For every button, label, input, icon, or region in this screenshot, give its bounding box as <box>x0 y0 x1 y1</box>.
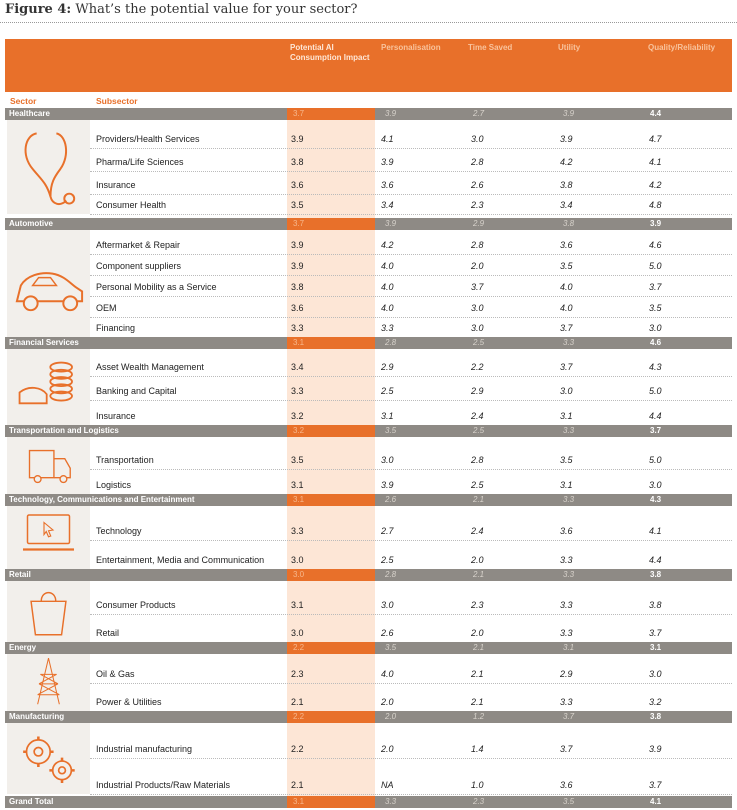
sector-name: Technology, Communications and Entertainment <box>9 495 195 504</box>
cell-value: 3.1 <box>291 600 304 610</box>
sector-value: 2.1 <box>473 643 485 652</box>
sector-value: 2.7 <box>473 109 485 118</box>
cell-value: 4.2 <box>560 157 573 167</box>
cell-value: 3.0 <box>471 134 484 144</box>
sector-name: Transportation and Logistics <box>9 426 119 435</box>
cell-value: 5.0 <box>649 386 662 396</box>
table-row <box>90 148 732 172</box>
cell-value: 3.1 <box>560 480 573 490</box>
subsector-label: Transportation <box>96 455 154 465</box>
sector-value: 3.1 <box>650 643 662 652</box>
col-header-utility: Utility <box>558 43 581 52</box>
cell-value: 3.7 <box>649 628 662 638</box>
sector-name: Energy <box>9 643 37 652</box>
cell-value: 3.6 <box>560 780 573 790</box>
table-row <box>90 440 732 470</box>
cell-value: 3.4 <box>560 200 573 210</box>
cell-value: 3.8 <box>560 180 573 190</box>
subsector-label: Consumer Products <box>96 600 176 610</box>
subsector-label: Industrial Products/Raw Materials <box>96 780 231 790</box>
cell-value: 2.1 <box>291 780 304 790</box>
cell-value: 3.5 <box>291 200 304 210</box>
table-row <box>90 233 732 255</box>
cell-value: 2.9 <box>381 362 394 372</box>
sector-value: 3.8 <box>650 570 662 579</box>
cell-value: 3.0 <box>381 455 394 465</box>
sector-value: 3.9 <box>385 109 397 118</box>
cell-value: 3.3 <box>381 323 394 333</box>
cell-value: 2.3 <box>291 669 304 679</box>
cell-value: 4.1 <box>649 526 662 536</box>
sector-value: 3.1 <box>287 796 375 808</box>
car-icon <box>7 230 90 337</box>
cell-value: 2.8 <box>471 455 484 465</box>
cell-value: 3.3 <box>560 628 573 638</box>
figure-title-text: What’s the potential value for your sector? <box>71 2 358 17</box>
sector-value: 2.2 <box>287 711 375 723</box>
sector-bar <box>5 642 732 654</box>
subsector-label: Asset Wealth Management <box>96 362 204 372</box>
cell-value: 2.4 <box>471 411 484 421</box>
cell-value: 2.8 <box>471 157 484 167</box>
sector-value: 3.7 <box>563 712 575 721</box>
cell-value: 3.7 <box>649 780 662 790</box>
sector-name: Manufacturing <box>9 712 65 721</box>
sector-value: 3.2 <box>287 425 375 437</box>
cell-value: 1.0 <box>471 780 484 790</box>
cell-value: 3.1 <box>381 411 394 421</box>
sector-value: 3.0 <box>287 569 375 581</box>
cell-value: 3.9 <box>381 480 394 490</box>
cell-value: 2.1 <box>471 697 484 707</box>
cell-value: 3.5 <box>291 455 304 465</box>
cell-value: 3.0 <box>649 323 662 333</box>
cell-value: 4.0 <box>381 303 394 313</box>
sector-value: 2.0 <box>385 712 397 721</box>
cell-value: 3.5 <box>649 303 662 313</box>
cell-value: 3.7 <box>649 282 662 292</box>
cell-value: 3.9 <box>291 261 304 271</box>
sector-value: 3.9 <box>650 219 662 228</box>
cell-value: 4.0 <box>560 303 573 313</box>
subsector-label: Technology <box>96 526 142 536</box>
cell-value: 3.1 <box>560 411 573 421</box>
sector-column-label: Sector <box>10 96 37 106</box>
table-row <box>90 296 732 318</box>
figure-label: Figure 4: <box>5 2 72 17</box>
cell-value: 3.7 <box>560 362 573 372</box>
gears-icon <box>7 723 90 794</box>
sector-value: 3.1 <box>287 337 375 349</box>
cell-value: 3.0 <box>560 386 573 396</box>
sector-value: 1.2 <box>473 712 485 721</box>
cell-value: 2.4 <box>471 526 484 536</box>
cell-value: 3.6 <box>560 526 573 536</box>
sector-value: 3.5 <box>385 426 397 435</box>
col-header-time-saved: Time Saved <box>468 43 513 52</box>
cell-value: 3.8 <box>291 157 304 167</box>
cell-value: 3.0 <box>471 303 484 313</box>
cell-value: 3.3 <box>291 323 304 333</box>
cell-value: 2.6 <box>471 180 484 190</box>
subsector-label: Power & Utilities <box>96 697 162 707</box>
sector-name: Healthcare <box>9 109 50 118</box>
cell-value: 4.1 <box>649 157 662 167</box>
sector-value: 3.3 <box>385 797 397 806</box>
laptop-icon <box>7 506 90 569</box>
subsector-label: Consumer Health <box>96 200 167 210</box>
cell-value: 3.3 <box>291 386 304 396</box>
title-rule <box>0 22 737 23</box>
subsector-label: Banking and Capital <box>96 386 177 396</box>
cell-value: 3.6 <box>291 303 304 313</box>
sector-value: 4.1 <box>650 797 662 806</box>
cell-value: 3.2 <box>649 697 662 707</box>
cell-value: 4.0 <box>560 282 573 292</box>
cell-value: 3.6 <box>381 180 394 190</box>
cell-value: 4.8 <box>649 200 662 210</box>
table-row <box>90 124 732 149</box>
cell-value: 2.7 <box>381 526 394 536</box>
cell-value: 2.8 <box>471 240 484 250</box>
sector-value: 3.8 <box>650 712 662 721</box>
subsector-label: Retail <box>96 628 120 638</box>
table-row <box>90 469 732 495</box>
cell-value: 2.0 <box>381 697 394 707</box>
figure-title <box>5 2 357 17</box>
cell-value: 2.0 <box>381 744 394 754</box>
sector-value: 4.6 <box>650 338 662 347</box>
sector-name: Retail <box>9 570 31 579</box>
cell-value: 2.1 <box>471 669 484 679</box>
subsector-label: Entertainment, Media and Communication <box>96 555 265 565</box>
col-header-quality: Quality/Reliability <box>648 43 716 52</box>
table-row <box>90 317 732 338</box>
sector-value: 3.3 <box>563 338 575 347</box>
cell-value: 3.9 <box>560 134 573 144</box>
cell-value: 2.1 <box>291 697 304 707</box>
table-row <box>90 254 732 276</box>
cell-value: 3.0 <box>291 628 304 638</box>
cell-value: 3.5 <box>560 261 573 271</box>
cell-value: 3.3 <box>560 600 573 610</box>
sector-value: 3.1 <box>287 494 375 506</box>
sector-value: 3.3 <box>563 495 575 504</box>
cell-value: 4.4 <box>649 555 662 565</box>
table-row <box>90 275 732 297</box>
table-row <box>90 614 732 643</box>
truck-icon <box>7 437 90 494</box>
cell-value: 2.5 <box>471 480 484 490</box>
table-row <box>90 376 732 401</box>
cell-value: 4.1 <box>381 134 394 144</box>
subsector-label: Component suppliers <box>96 261 182 271</box>
cell-value: 4.0 <box>381 261 394 271</box>
cell-value: 5.0 <box>649 455 662 465</box>
cell-value: 3.0 <box>649 669 662 679</box>
sector-value: 2.9 <box>473 219 485 228</box>
subsector-label: Pharma/Life Sciences <box>96 157 184 167</box>
sector-value: 3.7 <box>287 108 375 120</box>
cell-value: 5.0 <box>649 261 662 271</box>
cell-value: 3.4 <box>381 200 394 210</box>
cell-value: 2.3 <box>471 600 484 610</box>
sector-bar <box>5 218 732 230</box>
sector-bar <box>5 711 732 723</box>
cell-value: 4.6 <box>649 240 662 250</box>
cell-value: 3.0 <box>649 480 662 490</box>
cell-value: 4.0 <box>381 669 394 679</box>
sector-value: 2.6 <box>385 495 397 504</box>
sector-value: 3.8 <box>563 219 575 228</box>
sector-value: 2.3 <box>473 797 485 806</box>
sector-value: 3.5 <box>385 643 397 652</box>
cell-value: 3.9 <box>649 744 662 754</box>
table-row <box>90 758 732 795</box>
sector-value: 2.1 <box>473 570 485 579</box>
cell-value: 3.7 <box>560 323 573 333</box>
cell-value: 4.2 <box>381 240 394 250</box>
table-row <box>90 584 732 615</box>
cell-value: 3.9 <box>291 134 304 144</box>
subsector-label: Aftermarket & Repair <box>96 240 181 250</box>
table-row <box>90 726 732 759</box>
sector-value: 3.7 <box>650 426 662 435</box>
cell-value: 3.3 <box>291 526 304 536</box>
stethoscope-icon <box>7 120 90 214</box>
subsector-label: Insurance <box>96 411 136 421</box>
sector-bar <box>5 337 732 349</box>
cell-value: 3.6 <box>291 180 304 190</box>
cell-value: 4.0 <box>381 282 394 292</box>
sector-value: 2.5 <box>473 338 485 347</box>
cell-value: 2.0 <box>471 555 484 565</box>
sector-value: 3.9 <box>563 109 575 118</box>
cell-value: 3.5 <box>560 455 573 465</box>
sector-bar <box>5 569 732 581</box>
table-row <box>90 510 732 541</box>
cell-value: 3.9 <box>291 240 304 250</box>
sector-value: 2.5 <box>473 426 485 435</box>
sector-name: Financial Services <box>9 338 79 347</box>
cell-value: 1.4 <box>471 744 484 754</box>
cell-value: 2.2 <box>291 744 304 754</box>
cell-value: 3.0 <box>291 555 304 565</box>
sector-value: 2.1 <box>473 495 485 504</box>
subsector-column-label: Subsector <box>96 96 138 106</box>
sector-value: 3.3 <box>563 570 575 579</box>
cell-value: 3.0 <box>471 323 484 333</box>
sector-bar <box>5 494 732 506</box>
sector-value: 2.8 <box>385 570 397 579</box>
sector-bar <box>5 108 732 120</box>
sector-value: 4.3 <box>650 495 662 504</box>
cell-value: 2.9 <box>471 386 484 396</box>
cell-value: 4.2 <box>649 180 662 190</box>
sector-value: 2.8 <box>385 338 397 347</box>
subsector-label: OEM <box>96 303 117 313</box>
cell-value: 2.0 <box>471 628 484 638</box>
subsector-label: Insurance <box>96 180 136 190</box>
power-pylon-icon <box>7 654 90 711</box>
cell-value: 3.4 <box>291 362 304 372</box>
table-row <box>90 353 732 377</box>
subsector-label: Industrial manufacturing <box>96 744 193 754</box>
sector-value: 2.2 <box>287 642 375 654</box>
cell-value: 2.5 <box>381 386 394 396</box>
cell-value: NA <box>381 780 394 790</box>
col-header-personalisation: Personalisation <box>381 43 441 52</box>
cell-value: 3.8 <box>649 600 662 610</box>
cell-value: 3.3 <box>560 697 573 707</box>
subsector-label: Providers/Health Services <box>96 134 200 144</box>
sector-value: 3.9 <box>385 219 397 228</box>
cell-value: 2.3 <box>471 200 484 210</box>
table-row <box>90 400 732 426</box>
sector-value: 3.7 <box>287 218 375 230</box>
table-row <box>90 683 732 712</box>
table-row <box>90 194 732 215</box>
cell-value: 2.2 <box>471 362 484 372</box>
cell-value: 3.3 <box>560 555 573 565</box>
cell-value: 3.1 <box>291 480 304 490</box>
table-row <box>90 540 732 570</box>
grand-total-bar <box>5 796 732 808</box>
sector-value: 4.4 <box>650 109 662 118</box>
subsector-label: Oil & Gas <box>96 669 135 679</box>
sector-value: 3.1 <box>563 643 575 652</box>
cell-value: 4.4 <box>649 411 662 421</box>
subsector-label: Logistics <box>96 480 132 490</box>
sector-value: 3.5 <box>563 797 575 806</box>
cell-value: 3.7 <box>560 744 573 754</box>
cell-value: 4.7 <box>649 134 662 144</box>
col-header-ai-impact: Potential AI Consumption Impact <box>290 43 370 62</box>
cell-value: 3.0 <box>381 600 394 610</box>
cell-value: 2.0 <box>471 261 484 271</box>
cell-value: 3.9 <box>381 157 394 167</box>
subsector-label: Financing <box>96 323 136 333</box>
cell-value: 3.7 <box>471 282 484 292</box>
cell-value: 4.3 <box>649 362 662 372</box>
subsector-label: Personal Mobility as a Service <box>96 282 217 292</box>
shopping-bag-icon <box>7 581 90 642</box>
sector-bar <box>5 425 732 437</box>
coins-icon <box>7 349 90 425</box>
sector-value: 3.3 <box>563 426 575 435</box>
cell-value: 2.9 <box>560 669 573 679</box>
table-row <box>90 657 732 684</box>
sector-name: Automotive <box>9 219 53 228</box>
cell-value: 3.6 <box>560 240 573 250</box>
cell-value: 3.8 <box>291 282 304 292</box>
sector-name: Grand Total <box>9 797 54 806</box>
cell-value: 3.2 <box>291 411 304 421</box>
cell-value: 2.6 <box>381 628 394 638</box>
cell-value: 2.5 <box>381 555 394 565</box>
table-row <box>90 171 732 195</box>
